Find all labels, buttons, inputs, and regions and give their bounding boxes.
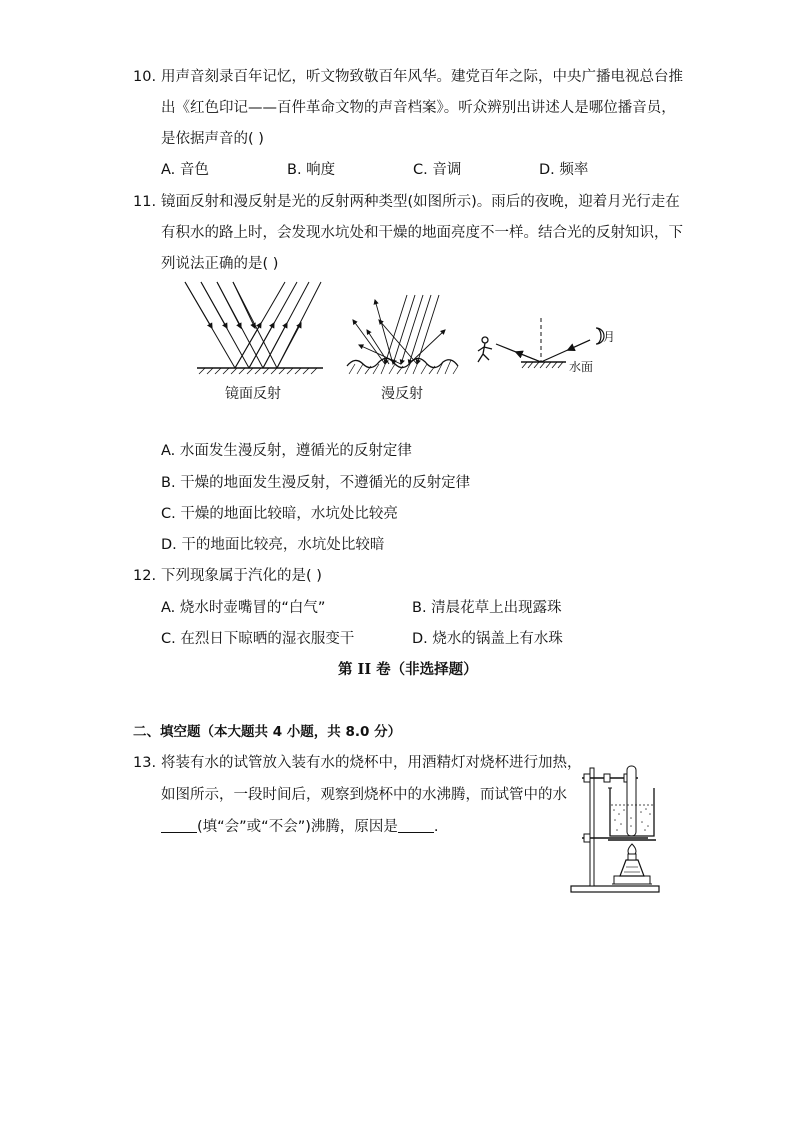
question-10-line-1: 用声音刻录百年记忆，听文物致敬百年风华。建党百年之际，中央广播电视总台推 xyxy=(161,69,683,85)
heating-apparatus-figure xyxy=(568,762,663,894)
question-13-line-3-text: (填“会”或“不会”)沸腾，原因是 xyxy=(197,819,398,835)
question-10-option-a: A. 音色 xyxy=(161,162,209,178)
question-10-option-b: B. 响度 xyxy=(287,162,336,178)
question-10-line-3: 是依据声音的( ) xyxy=(161,131,264,147)
question-10-option-c: C. 音调 xyxy=(413,162,462,178)
question-12-line: 下列现象属于汽化的是( ) xyxy=(161,568,322,584)
walker-icon xyxy=(478,337,492,362)
question-12-option-d: D. 烧水的锅盖上有水珠 xyxy=(412,631,563,647)
section-2-title: 二、填空题（本大题共 4 小题，共 8.0 分） xyxy=(133,724,402,740)
answer-blank-1[interactable] xyxy=(161,818,197,833)
diffuse-reflection-figure xyxy=(345,290,460,375)
question-11-option-b: B. 干燥的地面发生漫反射，不遵循光的反射定律 xyxy=(161,475,471,491)
question-13-line-3-end: . xyxy=(433,819,439,835)
question-12-option-a: A. 烧水时壶嘴冒的“白气” xyxy=(161,600,326,616)
question-11-option-d: D. 干的地面比较亮，水坑处比较暗 xyxy=(161,537,385,553)
flame-icon xyxy=(628,844,636,854)
question-10-number: 10. xyxy=(133,69,157,85)
label-moon: 月 xyxy=(603,330,616,344)
caption-mirror-reflection: 镜面反射 xyxy=(225,386,281,402)
question-12-option-c: C. 在烈日下晾晒的湿衣服变干 xyxy=(161,631,355,647)
question-11-number: 11. xyxy=(133,194,157,210)
question-13-line-1: 将装有水的试管放入装有水的烧杯中，用酒精灯对烧杯进行加热， xyxy=(161,755,582,771)
question-11-line-1: 镜面反射和漫反射是光的反射两种类型(如图所示)。雨后的夜晚，迎着月光行走在 xyxy=(161,194,680,210)
label-water-surface: 水面 xyxy=(569,360,594,374)
question-13-line-2: 如图所示，一段时间后，观察到烧杯中的水沸腾，而试管中的水 xyxy=(161,787,567,803)
question-12-option-b: B. 清晨花草上出现露珠 xyxy=(412,600,562,616)
question-11-line-2: 有积水的路上时，会发现水坑处和干燥的地面亮度不一样。结合光的反射知识，下 xyxy=(161,225,683,241)
question-13-number: 13. xyxy=(133,755,157,771)
moonlight-walker-figure xyxy=(472,318,622,373)
answer-blank-2[interactable] xyxy=(398,818,434,833)
part-2-title: 第 II 卷（非选择题） xyxy=(338,661,478,678)
question-10-line-2: 出《红色印记——百件革命文物的声音档案》。听众辨别出讲述人是哪位播音员， xyxy=(161,100,676,116)
question-13-line-3 xyxy=(161,817,438,837)
caption-diffuse-reflection: 漫反射 xyxy=(381,386,423,402)
question-11-line-3: 列说法正确的是( ) xyxy=(161,256,279,272)
mirror-reflection-figure xyxy=(185,280,325,375)
question-10-option-d: D. 频率 xyxy=(539,162,589,178)
question-12-number: 12. xyxy=(133,568,157,584)
question-11-option-c: C. 干燥的地面比较暗，水坑处比较亮 xyxy=(161,506,398,522)
question-11-option-a: A. 水面发生漫反射，遵循光的反射定律 xyxy=(161,443,412,459)
